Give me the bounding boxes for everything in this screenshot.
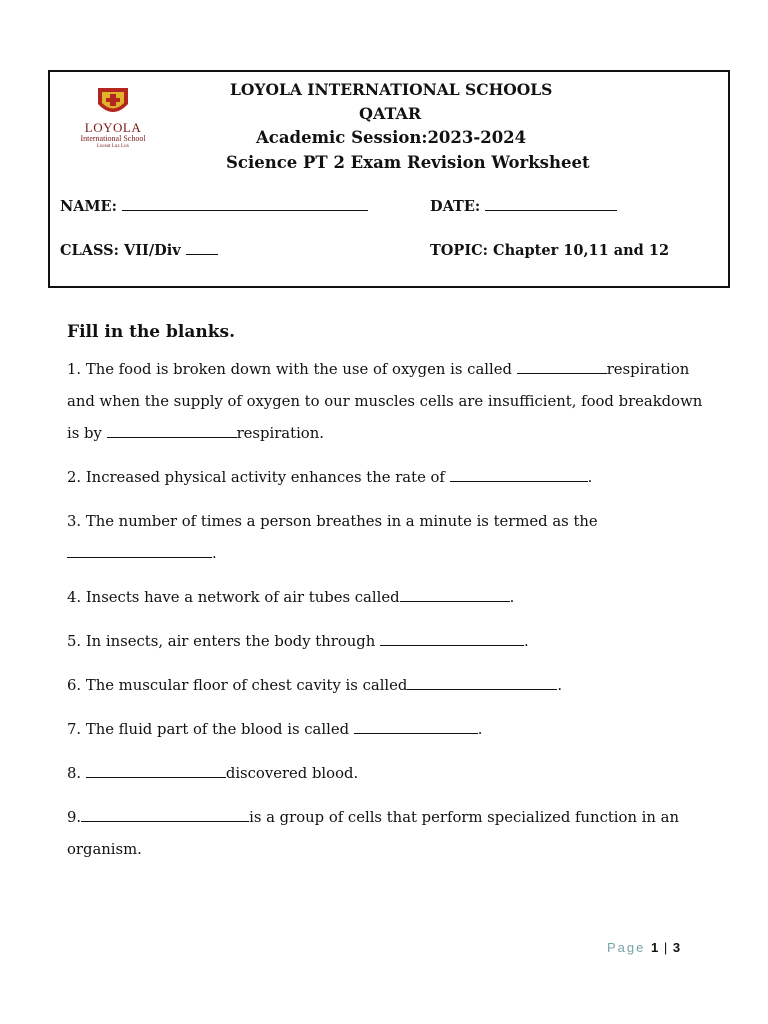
question-text: 9. — [67, 809, 82, 826]
question-9 — [67, 802, 707, 866]
answer-blank[interactable] — [450, 467, 588, 482]
crest-icon — [68, 86, 158, 120]
date-blank[interactable] — [485, 198, 617, 211]
page-total: 3 — [672, 940, 681, 955]
header-box — [48, 70, 730, 288]
worksheet-title: Science PT 2 Exam Revision Worksheet — [226, 153, 590, 172]
question-text: 5. In insects, air enters the body through — [67, 633, 376, 650]
answer-blank[interactable] — [107, 423, 237, 438]
page-footer — [607, 940, 680, 955]
page-word: Page — [607, 940, 646, 955]
section-title: Fill in the blanks. — [67, 322, 236, 342]
answer-blank[interactable] — [400, 587, 510, 602]
question-text: 3. The number of times a person breathes in a minute is termed as the — [67, 513, 598, 530]
answer-blank[interactable] — [380, 631, 524, 646]
answer-blank[interactable] — [81, 807, 249, 822]
answer-blank[interactable] — [67, 543, 212, 558]
logo-wordmark: LOYOLA — [84, 120, 142, 135]
school-logo — [68, 86, 158, 152]
question-3 — [67, 506, 707, 570]
question-5 — [67, 626, 707, 658]
question-text: respiration and when the supply of oxygen to our muscles cells are insufficient, food breakdown is by — [67, 361, 703, 442]
school-country: QATAR — [359, 104, 422, 123]
question-text: . — [477, 721, 483, 738]
question-text: respiration. — [236, 425, 324, 442]
question-1 — [67, 354, 707, 450]
page-number: 1 — [651, 940, 659, 955]
question-8 — [67, 758, 707, 790]
question-text: . — [524, 633, 529, 650]
question-6 — [67, 670, 707, 702]
date-label: DATE: — [430, 198, 481, 215]
question-4 — [67, 582, 707, 614]
question-text: . — [212, 545, 217, 562]
question-text: 4. Insects have a network of air tubes called — [67, 589, 400, 606]
class-field — [60, 242, 218, 259]
question-text: discovered blood. — [225, 765, 359, 782]
logo-motto: Luceat Lux Lux — [96, 144, 130, 149]
answer-blank[interactable] — [354, 719, 478, 734]
question-7 — [67, 714, 707, 746]
topic-field: TOPIC: Chapter 10,11 and 12 — [430, 242, 670, 259]
question-2 — [67, 462, 707, 494]
answer-blank[interactable] — [86, 763, 226, 778]
worksheet-content — [67, 322, 707, 878]
question-text: 1. The food is broken down with the use of oxygen is called — [67, 361, 512, 378]
answer-blank[interactable] — [517, 359, 607, 374]
answer-blank[interactable] — [407, 675, 557, 690]
academic-session: Academic Session:2023-2024 — [256, 128, 527, 147]
school-name: LOYOLA INTERNATIONAL SCHOOLS — [230, 80, 553, 99]
name-field — [60, 198, 368, 215]
question-text: . — [557, 677, 563, 694]
question-text: 8. — [67, 765, 82, 782]
logo-subtitle: International School — [80, 134, 146, 143]
class-label: CLASS: VII/Div — [60, 242, 181, 259]
question-text: 6. The muscular floor of chest cavity is called — [67, 677, 408, 694]
date-field — [430, 198, 617, 215]
question-text: 2. Increased physical activity enhances the rate of — [67, 469, 445, 486]
name-label: NAME: — [60, 198, 117, 215]
name-blank[interactable] — [122, 198, 368, 211]
question-text: . — [587, 469, 593, 486]
division-blank[interactable] — [186, 242, 218, 255]
question-text: . — [509, 589, 515, 606]
page-separator: | — [663, 940, 668, 955]
question-text: 7. The fluid part of the blood is called — [67, 721, 350, 738]
question-text: is a group of cells that perform specialized function in an organism. — [67, 809, 679, 858]
